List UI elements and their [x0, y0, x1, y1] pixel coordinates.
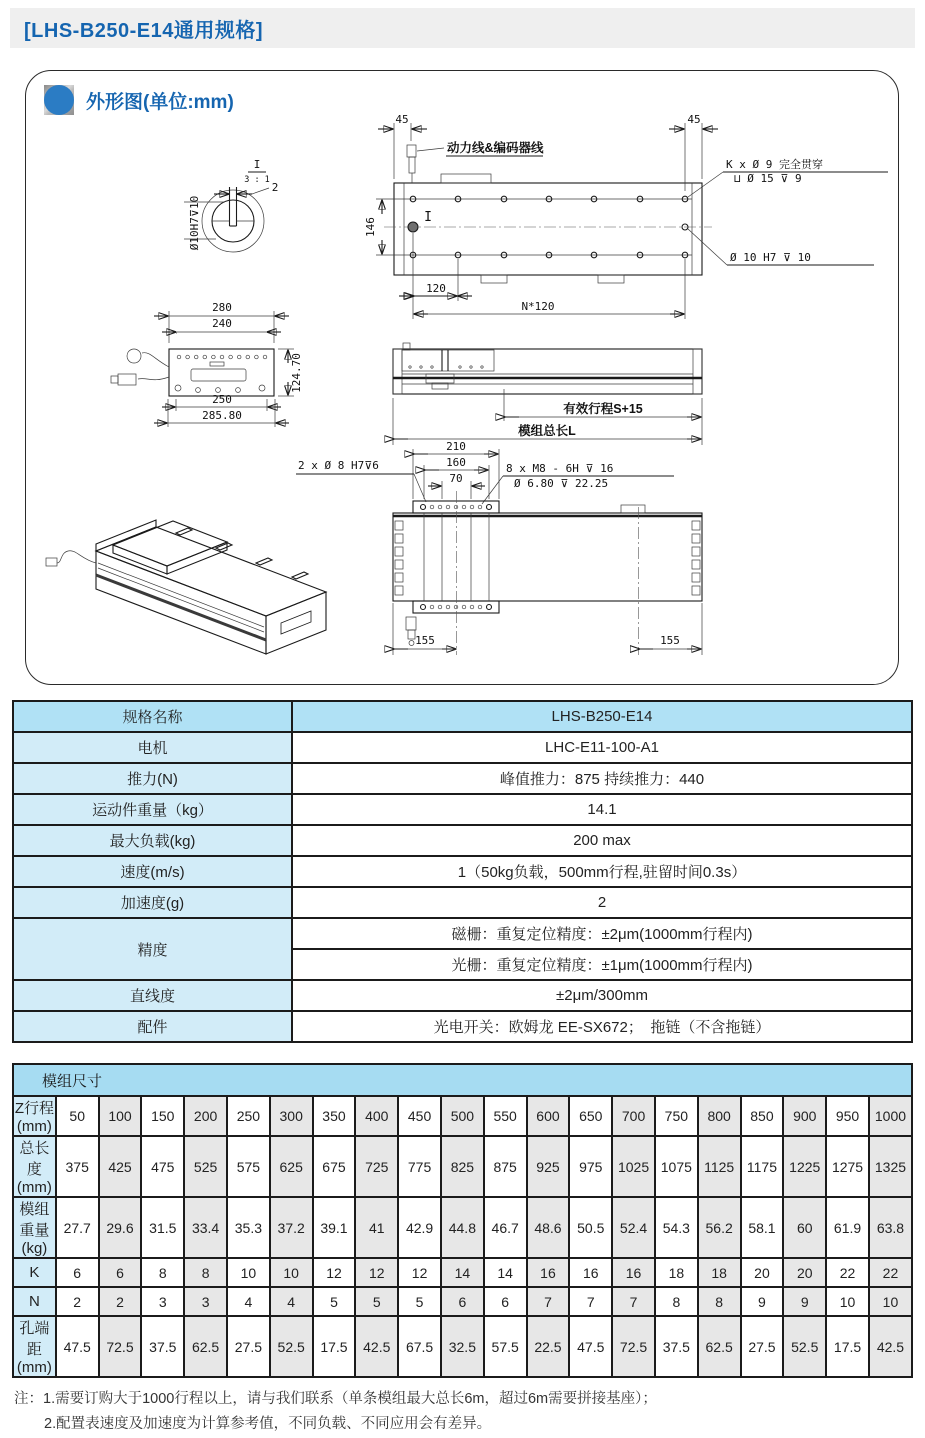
engineering-drawing: [26, 71, 898, 684]
dim-cell: 16: [569, 1258, 612, 1287]
dim-cell: 42.5: [869, 1316, 912, 1377]
dim-285: 285.80: [202, 409, 242, 422]
spec-label-precision: 精度: [13, 918, 292, 980]
dim-cell: 44.8: [441, 1197, 484, 1258]
dim-240: 240: [212, 317, 232, 330]
dim-cell: 60: [783, 1197, 826, 1258]
dim-210: 210: [446, 440, 466, 453]
dim-cell: 52.5: [783, 1316, 826, 1377]
spec-row: [13, 980, 912, 1011]
dim-cell: 27.5: [741, 1316, 784, 1377]
dim-cell: 8: [655, 1287, 698, 1316]
title-bar: [10, 8, 915, 48]
dim-cell: 8: [184, 1258, 227, 1287]
dim-cell: 1000: [869, 1096, 912, 1136]
detail-view-label: I: [253, 158, 261, 171]
dim-table: [12, 1063, 913, 1378]
dim-cell: 9: [783, 1287, 826, 1316]
dim-cell: 1075: [655, 1136, 698, 1197]
dim-cell: 17.5: [313, 1316, 356, 1377]
dim-cell: 675: [313, 1136, 356, 1197]
dim-cell: 8: [141, 1258, 184, 1287]
dim-cell: 52.4: [612, 1197, 655, 1258]
spec-label: 运动件重量（kg）: [13, 794, 292, 825]
end-view: [111, 301, 303, 427]
dim-cell: 400: [355, 1096, 398, 1136]
screw-note-1: 8 x M8 - 6H ⊽ 16: [506, 462, 614, 475]
dim-cell: 57.5: [484, 1316, 527, 1377]
drawing-panel: [25, 70, 899, 685]
spec-value: LHC-E11-100-A1: [292, 732, 912, 763]
dim-cell: 42.9: [398, 1197, 441, 1258]
dim-cell: 12: [355, 1258, 398, 1287]
dim-cell: 800: [698, 1096, 741, 1136]
spec-label: 规格名称: [13, 701, 292, 732]
total-length-label: 模组总长L: [518, 424, 576, 438]
dim-cell: 1125: [698, 1136, 741, 1197]
detail-slot-width-dim: 2: [271, 181, 279, 194]
dim-cell: 6: [99, 1258, 142, 1287]
dim-155-right: 155: [660, 634, 680, 647]
spec-value: 2: [292, 887, 912, 918]
dim-cell: 6: [441, 1287, 484, 1316]
detail-bore-dim: Ø10H7⊽10: [188, 195, 201, 251]
spec-value-precision-optical: 光栅：重复定位精度：±1μm(1000mm行程内): [292, 949, 912, 980]
dim-cell: 100: [99, 1096, 142, 1136]
dim-cell: 825: [441, 1136, 484, 1197]
page-title: [LHS-B250-E14通用规格]: [24, 19, 264, 42]
dim-cell: 500: [441, 1096, 484, 1136]
dim-70: 70: [449, 472, 463, 485]
spec-value: ±2μm/300mm: [292, 980, 912, 1011]
dim-cell: 1025: [612, 1136, 655, 1197]
dim-cell: 900: [783, 1096, 826, 1136]
dim-cell: 725: [355, 1136, 398, 1197]
dim-120: 120: [426, 282, 446, 295]
dim-row-label: 孔端距(mm): [13, 1316, 56, 1377]
note-line-1: 注：1.需要订购大于1000行程以上，请与我们联系（单条模组最大总长6m，超过6m需要拼接基座）；: [14, 1391, 657, 1407]
dim-cell: 20: [783, 1258, 826, 1287]
k-hole-note-2: ⊔ Ø 15 ⊽ 9: [734, 172, 802, 185]
dim-cell: 62.5: [184, 1316, 227, 1377]
dim-table-row: [13, 1197, 912, 1258]
section-I-label: I: [424, 210, 432, 225]
dim-cell: 1275: [826, 1136, 869, 1197]
dim-cell: 625: [270, 1136, 313, 1197]
dim-cell: 58.1: [741, 1197, 784, 1258]
stroke-dim-label: 有效行程S+15: [563, 402, 643, 416]
dim-cell: 1325: [869, 1136, 912, 1197]
detail-scale-label: 3 : 1: [244, 175, 270, 185]
dim-cell: 6: [484, 1287, 527, 1316]
dim-cell: 50: [56, 1096, 99, 1136]
notes: [14, 1387, 915, 1438]
bottom-view: [296, 440, 702, 655]
dim-cell: 650: [569, 1096, 612, 1136]
dim-cell: 7: [569, 1287, 612, 1316]
dim-cell: 35.3: [227, 1197, 270, 1258]
dim-124: 124.70: [290, 353, 303, 393]
dim-cell: 61.9: [826, 1197, 869, 1258]
dim-cell: 27.5: [227, 1316, 270, 1377]
dim-cell: 22.5: [527, 1316, 570, 1377]
dim-cell: 2: [56, 1287, 99, 1316]
dim-cell: 47.5: [56, 1316, 99, 1377]
spec-row: [13, 763, 912, 794]
dim-45-left: 45: [395, 113, 409, 126]
spec-value: 14.1: [292, 794, 912, 825]
dim-cell: 39.1: [313, 1197, 356, 1258]
k-hole-note-1: K x Ø 9 完全贯穿: [726, 158, 823, 171]
spec-row: [13, 918, 912, 949]
dim-cell: 37.2: [270, 1197, 313, 1258]
spec-table: [12, 700, 913, 1043]
spec-value: 1（50kg负载，500mm行程,驻留时间0.3s）: [292, 856, 912, 887]
dim-row-label: N: [13, 1287, 56, 1316]
dim-cell: 37.5: [655, 1316, 698, 1377]
screw-note-2: Ø 6.80 ⊽ 22.25: [514, 477, 609, 490]
dim-cell: 33.4: [184, 1197, 227, 1258]
dim-cell: 10: [826, 1287, 869, 1316]
dim-cell: 5: [355, 1287, 398, 1316]
spec-value: 光电开关：欧姆龙 EE-SX672； 拖链（不含拖链）: [292, 1011, 912, 1042]
dim-cell: 54.3: [655, 1197, 698, 1258]
dim-cell: 14: [441, 1258, 484, 1287]
dim-row-label: Z行程(mm): [13, 1096, 56, 1136]
dim-cell: 31.5: [141, 1197, 184, 1258]
dim-table-caption-row: [13, 1064, 912, 1096]
spec-label: 直线度: [13, 980, 292, 1011]
dim-cell: 750: [655, 1096, 698, 1136]
dim-table-row: [13, 1096, 912, 1136]
dim-cell: 16: [527, 1258, 570, 1287]
dim-cell: 67.5: [398, 1316, 441, 1377]
dim-cell: 150: [141, 1096, 184, 1136]
spec-label: 配件: [13, 1011, 292, 1042]
dim-cell: 8: [698, 1287, 741, 1316]
cable-label: 动力线&编码器线: [447, 141, 544, 155]
spec-row: [13, 856, 912, 887]
dim-cell: 20: [741, 1258, 784, 1287]
spec-label: 推力(N): [13, 763, 292, 794]
dim-cell: 600: [527, 1096, 570, 1136]
note-line-2: 2.配置表速度及加速度为计算参考值，不同负载、不同应用会有差异。: [44, 1416, 492, 1433]
spec-value: LHS-B250-E14: [292, 701, 912, 732]
dim-cell: 850: [741, 1096, 784, 1136]
blue-dot-icon: [44, 85, 74, 115]
spec-row: [13, 701, 912, 732]
dim-cell: 52.5: [270, 1316, 313, 1377]
dim-cell: 775: [398, 1136, 441, 1197]
dim-cell: 22: [826, 1258, 869, 1287]
dim-cell: 350: [313, 1096, 356, 1136]
dim-cell: 5: [398, 1287, 441, 1316]
dim-cell: 29.6: [99, 1197, 142, 1258]
spec-row: [13, 732, 912, 763]
dim-cell: 5: [313, 1287, 356, 1316]
dim-cell: 4: [227, 1287, 270, 1316]
dim-cell: 41: [355, 1197, 398, 1258]
dim-table-row: [13, 1136, 912, 1197]
dim-cell: 950: [826, 1096, 869, 1136]
dim-cell: 22: [869, 1258, 912, 1287]
dim-cell: 16: [612, 1258, 655, 1287]
dim-45-right: 45: [687, 113, 701, 126]
dim-cell: 12: [398, 1258, 441, 1287]
dim-cell: 7: [527, 1287, 570, 1316]
dim-cell: 925: [527, 1136, 570, 1197]
dim-cell: 875: [484, 1136, 527, 1197]
dim-n120: N*120: [521, 300, 555, 313]
dim-cell: 14: [484, 1258, 527, 1287]
dim-cell: 1175: [741, 1136, 784, 1197]
spec-row: [13, 1011, 912, 1042]
dim-cell: 3: [141, 1287, 184, 1316]
dim-cell: 72.5: [99, 1316, 142, 1377]
dim-cell: 7: [612, 1287, 655, 1316]
dim-cell: 550: [484, 1096, 527, 1136]
dim-cell: 12: [313, 1258, 356, 1287]
dim-table-row: [13, 1258, 912, 1287]
dim-table-row: [13, 1316, 912, 1377]
dim-cell: 450: [398, 1096, 441, 1136]
dim-cell: 17.5: [826, 1316, 869, 1377]
side-view: [393, 343, 702, 445]
dim-146: 146: [364, 217, 377, 237]
dim-cell: 375: [56, 1136, 99, 1197]
dim-cell: 27.7: [56, 1197, 99, 1258]
dim-cell: 10: [270, 1258, 313, 1287]
dim-cell: 46.7: [484, 1197, 527, 1258]
dim-cell: 2: [99, 1287, 142, 1316]
dim-cell: 4: [270, 1287, 313, 1316]
drawing-header: [44, 85, 234, 115]
dim-cell: 50.5: [569, 1197, 612, 1258]
dim-row-label: 总长度(mm): [13, 1136, 56, 1197]
dim-row-label: 模组重量(kg): [13, 1197, 56, 1258]
dim-cell: 6: [56, 1258, 99, 1287]
dim-cell: 575: [227, 1136, 270, 1197]
dim-cell: 3: [184, 1287, 227, 1316]
dim-cell: 37.5: [141, 1316, 184, 1377]
dim-cell: 56.2: [698, 1197, 741, 1258]
top-view: [364, 113, 888, 319]
dim-cell: 72.5: [612, 1316, 655, 1377]
dim-cell: 10: [227, 1258, 270, 1287]
dim-cell: 425: [99, 1136, 142, 1197]
dim-280: 280: [212, 301, 232, 314]
spec-row: [13, 887, 912, 918]
dim-cell: 48.6: [527, 1197, 570, 1258]
detail-view: [184, 158, 278, 252]
dim-cell: 32.5: [441, 1316, 484, 1377]
spec-label: 最大负载(kg): [13, 825, 292, 856]
dim-cell: 300: [270, 1096, 313, 1136]
spec-label: 速度(m/s): [13, 856, 292, 887]
spec-row: [13, 825, 912, 856]
dim-cell: 475: [141, 1136, 184, 1197]
dim-155-left: 155: [415, 634, 435, 647]
dim-table-row: [13, 1287, 912, 1316]
dim-cell: 47.5: [569, 1316, 612, 1377]
dim-cell: 10: [869, 1287, 912, 1316]
dim-cell: 250: [227, 1096, 270, 1136]
dim-cell: 18: [655, 1258, 698, 1287]
dim-160: 160: [446, 456, 466, 469]
dim-cell: 1225: [783, 1136, 826, 1197]
pin-note: 2 x Ø 8 H7⊽6: [298, 459, 379, 472]
spec-value: 峰值推力：875 持续推力：440: [292, 763, 912, 794]
dim-table-caption: 模组尺寸: [13, 1064, 912, 1096]
dim-cell: 63.8: [869, 1197, 912, 1258]
dim-cell: 200: [184, 1096, 227, 1136]
dim-cell: 525: [184, 1136, 227, 1197]
spec-label: 电机: [13, 732, 292, 763]
dim-250: 250: [212, 393, 232, 406]
spec-value-precision-magnetic: 磁栅：重复定位精度：±2μm(1000mm行程内): [292, 918, 912, 949]
dim-cell: 42.5: [355, 1316, 398, 1377]
dim-cell: 9: [741, 1287, 784, 1316]
dim-cell: 975: [569, 1136, 612, 1197]
spec-row: [13, 794, 912, 825]
dim-cell: 700: [612, 1096, 655, 1136]
dim-row-label: K: [13, 1258, 56, 1287]
dim-cell: 62.5: [698, 1316, 741, 1377]
pin-hole-note: Ø 10 H7 ⊽ 10: [730, 251, 811, 264]
spec-value: 200 max: [292, 825, 912, 856]
drawing-title: 外形图(单位:mm): [86, 91, 234, 113]
dim-cell: 18: [698, 1258, 741, 1287]
isometric-view: [46, 520, 326, 654]
spec-label: 加速度(g): [13, 887, 292, 918]
